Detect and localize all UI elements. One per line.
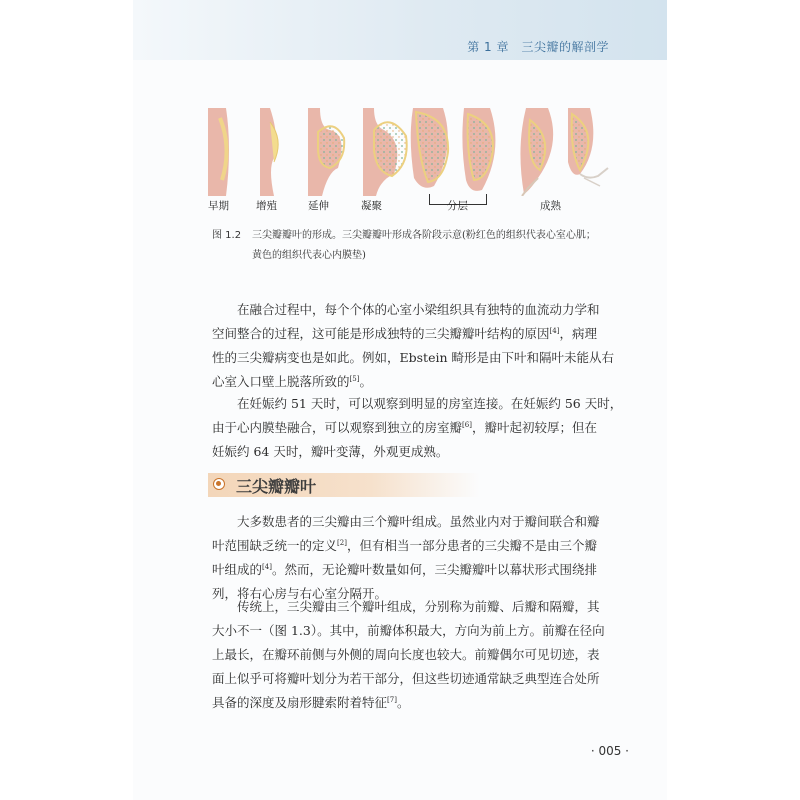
paragraph-line: 性的三尖瓣病变也是如此。例如，Ebstein 畸形是由下叶和隔叶未能从右 <box>212 350 614 365</box>
stage-early-graphic <box>208 108 229 196</box>
paragraph-text: 。 <box>396 695 410 710</box>
reference-marker: [5] <box>349 374 360 383</box>
figure-caption <box>212 226 622 266</box>
paragraph-text: 。然而，无论瓣叶数量如何，三尖瓣瓣叶以幕状形式围绕排 <box>271 562 597 577</box>
stage-delamination-graphic <box>411 108 496 191</box>
paragraph-leaflet-anatomy <box>212 595 652 715</box>
stage-label-elongation: 延伸 <box>308 200 329 212</box>
paragraph-text: 叶组成的 <box>212 562 263 577</box>
chapter-title: 第 1 章 三尖瓣的解剖学 <box>467 40 609 54</box>
reference-marker: [4] <box>549 326 560 335</box>
reference-marker: [7] <box>387 695 397 704</box>
paragraph-leaflet-count <box>212 510 652 606</box>
paragraph-fusion <box>212 298 652 394</box>
paragraph-line: 列，将右心房与右心室分隔开。 <box>212 586 388 601</box>
book-page <box>133 0 667 800</box>
paragraph-text: 心室入口壁上脱落所致的 <box>212 374 350 389</box>
reference-marker: [4] <box>262 562 272 571</box>
paragraph-text: 空间整合的过程，这可能是形成独特的三尖瓣瓣叶结构的原因 <box>212 326 550 341</box>
stage-label-proliferation: 增殖 <box>256 200 277 212</box>
paragraph-line: 在妊娠约 51 天时，可以观察到明显的房室连接。在妊娠约 56 天时， <box>237 396 623 411</box>
stage-labels <box>208 198 668 218</box>
stage-label-early: 早期 <box>208 200 229 212</box>
paragraph-line: 大多数患者的三尖瓣由三个瓣叶组成。虽然业内对于瓣间联合和瓣 <box>237 514 600 529</box>
paragraph-line: 面上似乎可将瓣叶划分为若干部分，但这些切迹通常缺乏典型连合处所 <box>212 671 600 686</box>
paragraph-line: 大小不一（图 1.3）。其中，前瓣体积最大，方向为前上方。前瓣在径向 <box>212 623 605 638</box>
paragraph-line <box>212 534 652 558</box>
reference-marker: [2] <box>337 538 347 547</box>
paragraph-line: 上最长，在瓣环前侧与外侧的周向长度也较大。前瓣偶尔可见切迹，表 <box>212 647 600 662</box>
paragraph-text: 。 <box>359 374 372 389</box>
paragraph-gestation <box>212 392 652 464</box>
paragraph-text: 具备的深度及扇形腱索附着特征 <box>212 695 388 710</box>
paragraph-text: ，瓣叶起初较厚；但在 <box>471 420 597 435</box>
stage-proliferation-graphic <box>260 108 278 196</box>
paragraph-line: 传统上，三尖瓣由三个瓣叶组成，分别称为前瓣、后瓣和隔瓣，其 <box>237 599 600 614</box>
section-bullet-icon <box>213 478 225 490</box>
paragraph-line <box>212 370 652 394</box>
section-title: 三尖瓣瓣叶 <box>236 477 317 496</box>
figure-caption-label: 图 1.2 <box>212 230 242 241</box>
paragraph-text: ，但有相当一部分患者的三尖瓣不是由三个瓣 <box>346 538 597 553</box>
reference-marker: [6] <box>462 420 472 429</box>
stage-mature-graphic <box>520 108 608 196</box>
paragraph-line <box>212 416 652 440</box>
paragraph-text: 叶范围缺乏统一的定义 <box>212 538 338 553</box>
paragraph-line <box>212 558 652 582</box>
stage-elongation-graphic <box>308 108 344 196</box>
paragraph-line: 在融合过程中，每个个体的心室小梁组织具有独特的血流动力学和 <box>237 302 600 317</box>
chapter-header-band <box>133 0 667 60</box>
section-heading <box>208 473 480 497</box>
paragraph-line: 妊娠约 64 天时，瓣叶变薄，外观更成熟。 <box>212 444 449 459</box>
paragraph-line <box>212 691 652 715</box>
figure-caption-line2: 黄色的组织代表心内膜垫) <box>252 250 366 261</box>
stage-label-condensation: 凝聚 <box>361 200 382 212</box>
paragraph-line <box>212 322 652 346</box>
paragraph-text: 由于心内膜垫融合，可以观察到独立的房室瓣 <box>212 420 463 435</box>
leaflet-formation-illustration <box>208 108 668 196</box>
stage-label-delamination: 分层 <box>447 200 468 212</box>
stage-condensation-graphic <box>363 108 407 196</box>
paragraph-text: ，病理 <box>559 326 597 341</box>
figure-caption-line1: 三尖瓣瓣叶的形成。三尖瓣瓣叶形成各阶段示意(粉红色的组织代表心室心肌； <box>252 230 596 241</box>
stage-label-mature: 成熟 <box>540 200 561 212</box>
page-number: · 005 · <box>590 744 629 758</box>
